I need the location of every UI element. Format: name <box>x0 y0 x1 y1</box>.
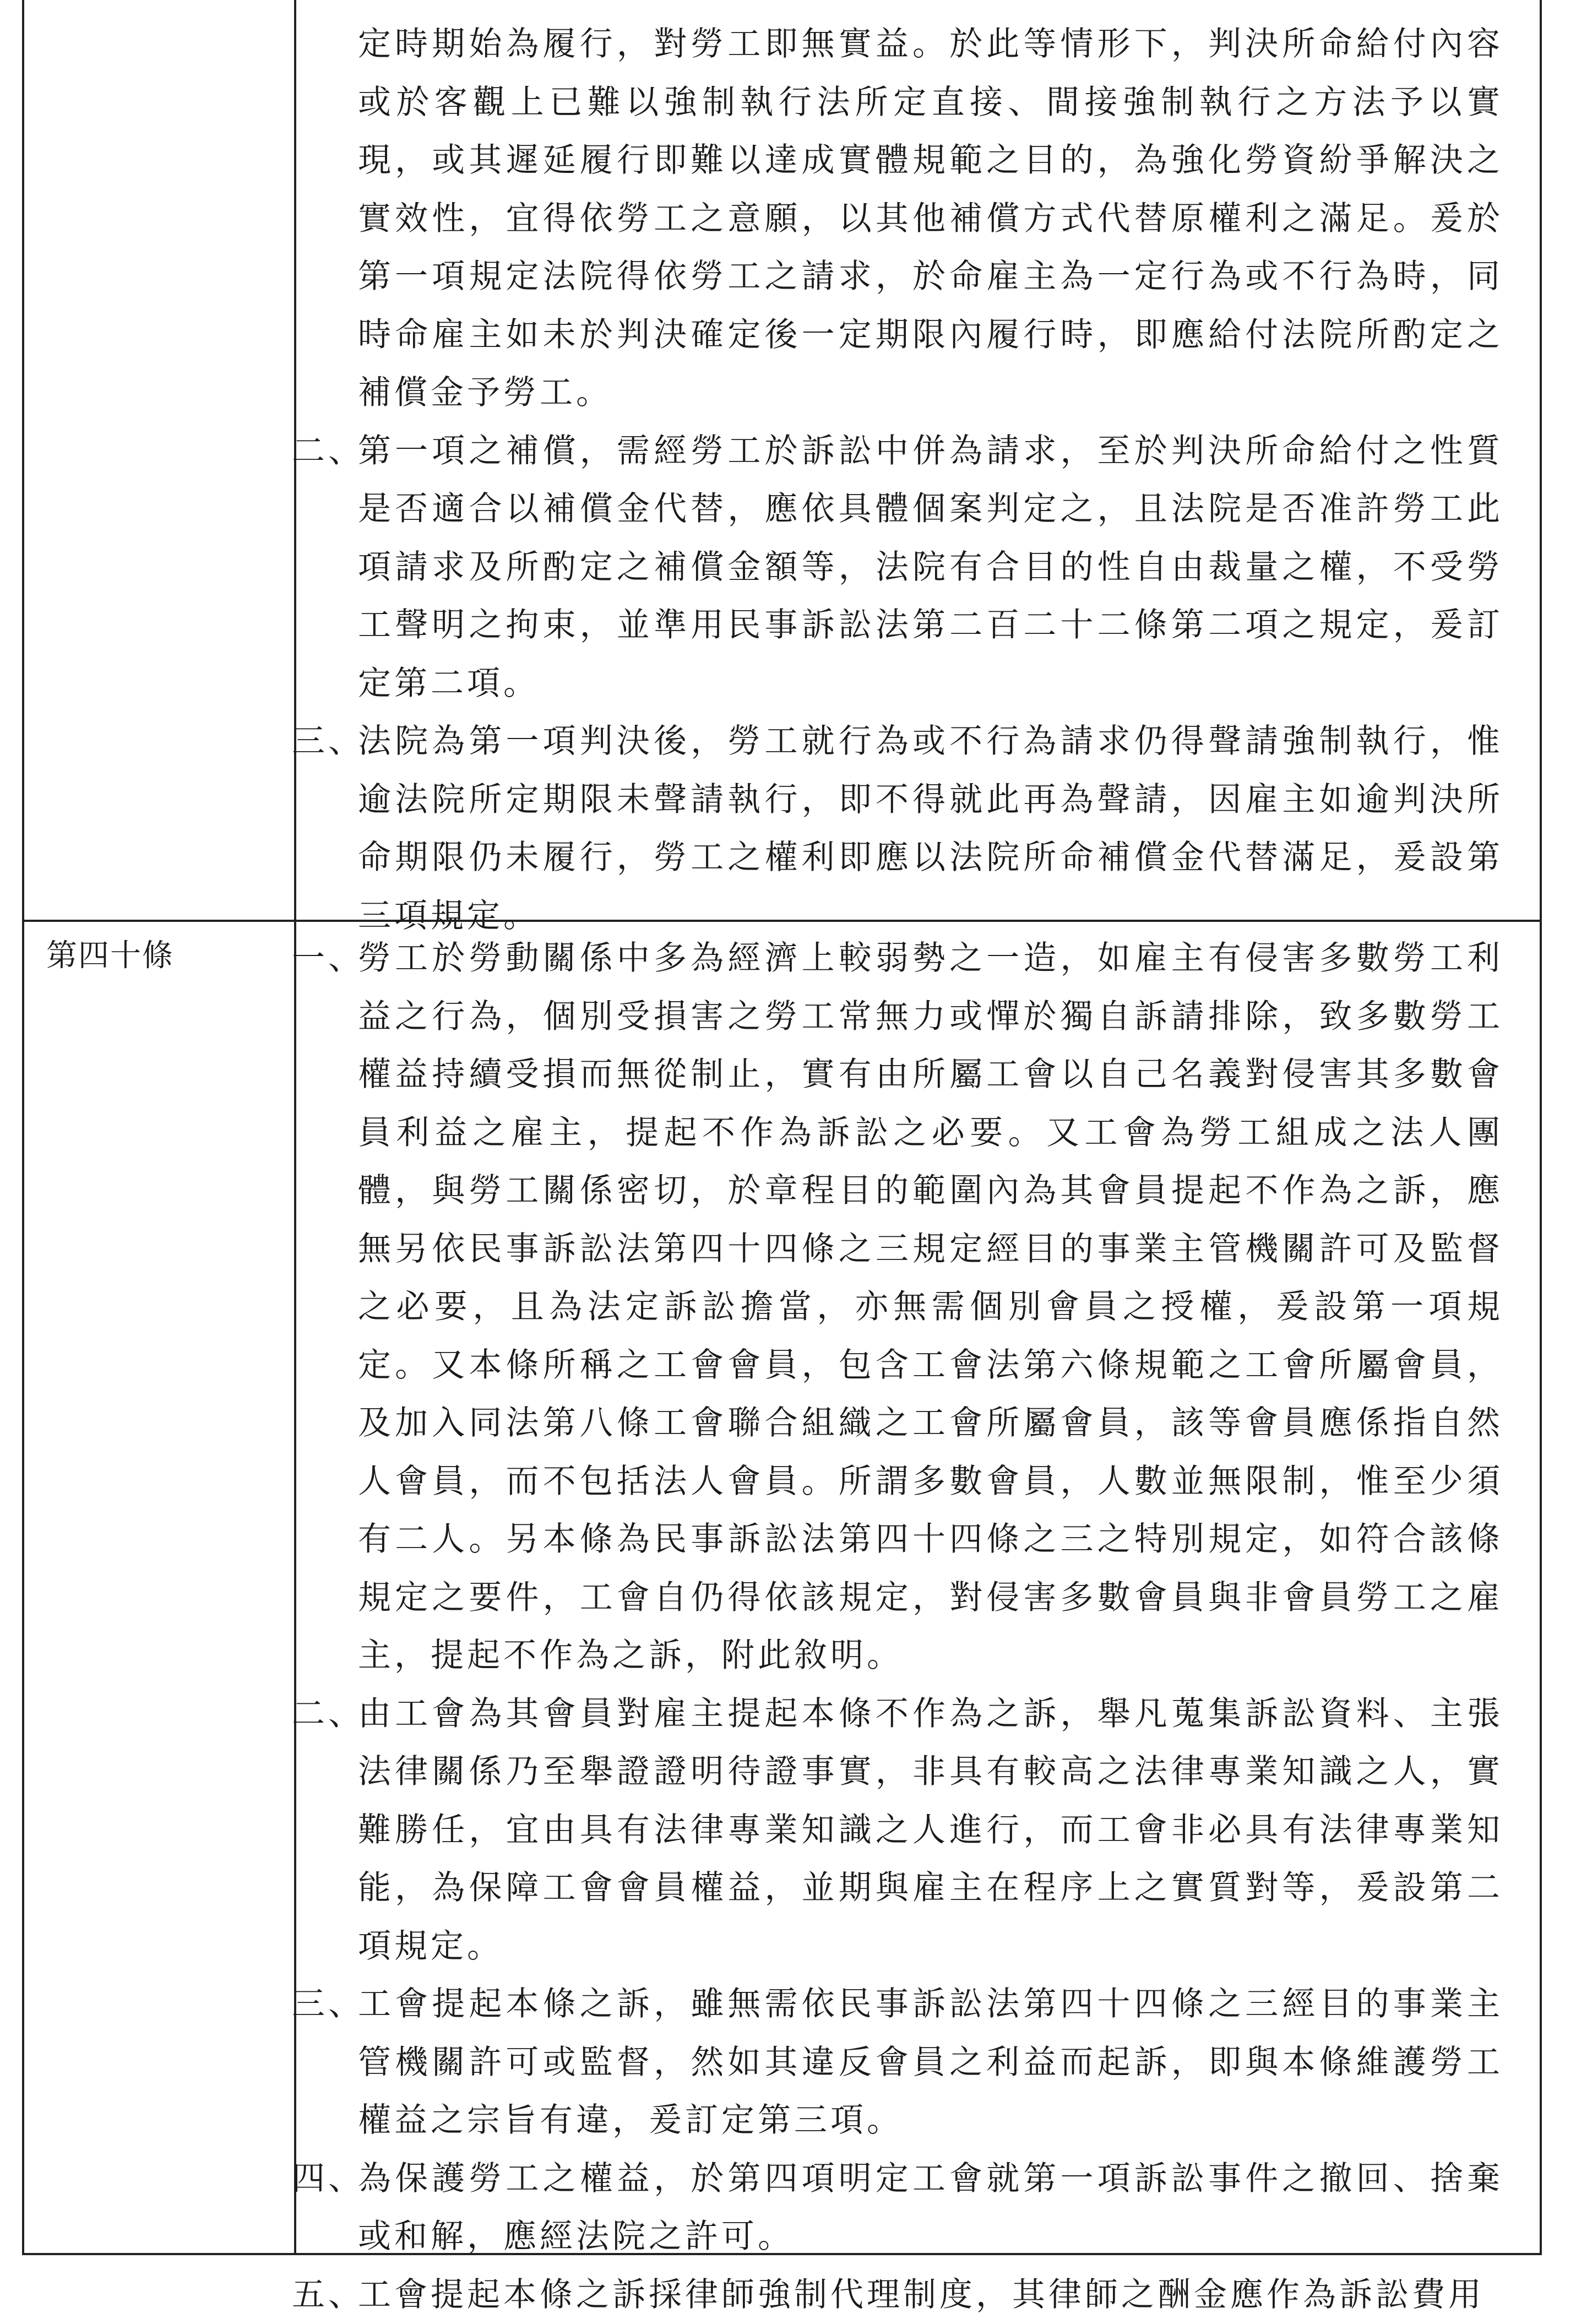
article-label: 第四十條 <box>46 931 174 981</box>
item-number: 五、 <box>292 2266 358 2324</box>
item-number: 三、 <box>292 713 358 771</box>
list-item <box>292 2266 1503 2324</box>
item-text: 法院為第一項判決後，勞工就行為或不行為請求仍得聲請強制執行，惟逾法院所定期限未聲請執行，即不得就此再為聲請，因雇主如逾判決所命期限仍未履行，勞工之權利即應以法院所命補償金代替滿足，爰設第三項規定。 <box>358 713 1503 945</box>
item-number: 一、 <box>292 930 358 988</box>
item-text: 工會提起本條之訴採律師強制代理制度，其律師之酬金應作為訴訟費用 <box>358 2266 1503 2324</box>
item-number: 二、 <box>292 422 358 481</box>
list-item <box>292 422 1503 713</box>
list-item <box>292 930 1503 1685</box>
continuation-paragraph: 定時期始為履行，對勞工即無實益。於此等情形下，判決所命給付內容或於客觀上已難以強制執行法所定直接、間接強制執行之方法予以實現，或其遲延履行即難以達成實體規範之目的，為強化勞資紛爭解決之實效性，宜得依勞工之意願，以其他補償方式代替原權利之滿足。爰於第一項規定法院得依勞工之請求，於命雇主為一定行為或不行為時，同時命雇主如未於判決確定後一定期限內履行時，即應給付法院所酌定之補償金予勞工。 <box>292 15 1503 422</box>
item-text: 勞工於勞動關係中多為經濟上較弱勢之一造，如雇主有侵害多數勞工利益之行為，個別受損害之勞工常無力或憚於獨自訴請排除，致多數勞工權益持續受損而無從制止，實有由所屬工會以自己名義對侵害其多數會員利益之雇主，提起不作為訴訟之必要。又工會為勞工組成之法人團體，與勞工關係密切，於章程目的範圍內為其會員提起不作為之訴，應無另依民事訴訟法第四十四條之三規定經目的事業主管機關許可及監督之必要，且為法定訴訟擔當，亦無需個別會員之授權，爰設第一項規定。又本條所稱之工會會員，包含工會法第六條規範之工會所屬會員，及加入同法第八條工會聯合組織之工會所屬會員，該等會員應係指自然人會員，而不包括法人會員。所謂多數會員，人數並無限制，惟至少須有二人。另本條為民事訴訟法第四十四條之三之特別規定，如符合該條規定之要件，工會自仍得依該規定，對侵害多數會員與非會員勞工之雇主，提起不作為之訴，附此敘明。 <box>358 930 1503 1685</box>
list-item <box>292 1975 1503 2150</box>
item-text: 為保護勞工之權益，於第四項明定工會就第一項訴訟事件之撤回、捨棄或和解，應經法院之許可。 <box>358 2150 1503 2266</box>
article-40-explanation <box>292 930 1503 2324</box>
item-text: 由工會為其會員對雇主提起本條不作為之訴，舉凡蒐集訴訟資料、主張法律關係乃至舉證證明待證事實，非具有較高之法律專業知識之人，實難勝任，宜由具有法律專業知識之人進行，而工會非必具有法律專業知能，為保障工會會員權益，並期與雇主在程序上之實質對等，爰設第二項規定。 <box>358 1685 1503 1976</box>
list-item <box>292 713 1503 945</box>
previous-article-explanation <box>292 15 1503 945</box>
item-text: 第一項之補償，需經勞工於訴訟中併為請求，至於判決所命給付之性質是否適合以補償金代替，應依具體個案判定之，且法院是否准許勞工此項請求及所酌定之補償金額等，法院有合目的性自由裁量之權，不受勞工聲明之拘束，並準用民事訴訟法第二百二十二條第二項之規定，爰訂定第二項。 <box>358 422 1503 713</box>
item-number: 二、 <box>292 1685 358 1744</box>
item-text: 工會提起本條之訴，雖無需依民事訴訟法第四十四條之三經目的事業主管機關許可或監督，然如其違反會員之利益而起訴，即與本條維護勞工權益之宗旨有違，爰訂定第三項。 <box>358 1975 1503 2150</box>
item-number: 四、 <box>292 2150 358 2208</box>
list-item <box>292 2150 1503 2266</box>
item-number: 三、 <box>292 1975 358 2034</box>
list-item <box>292 1685 1503 1976</box>
